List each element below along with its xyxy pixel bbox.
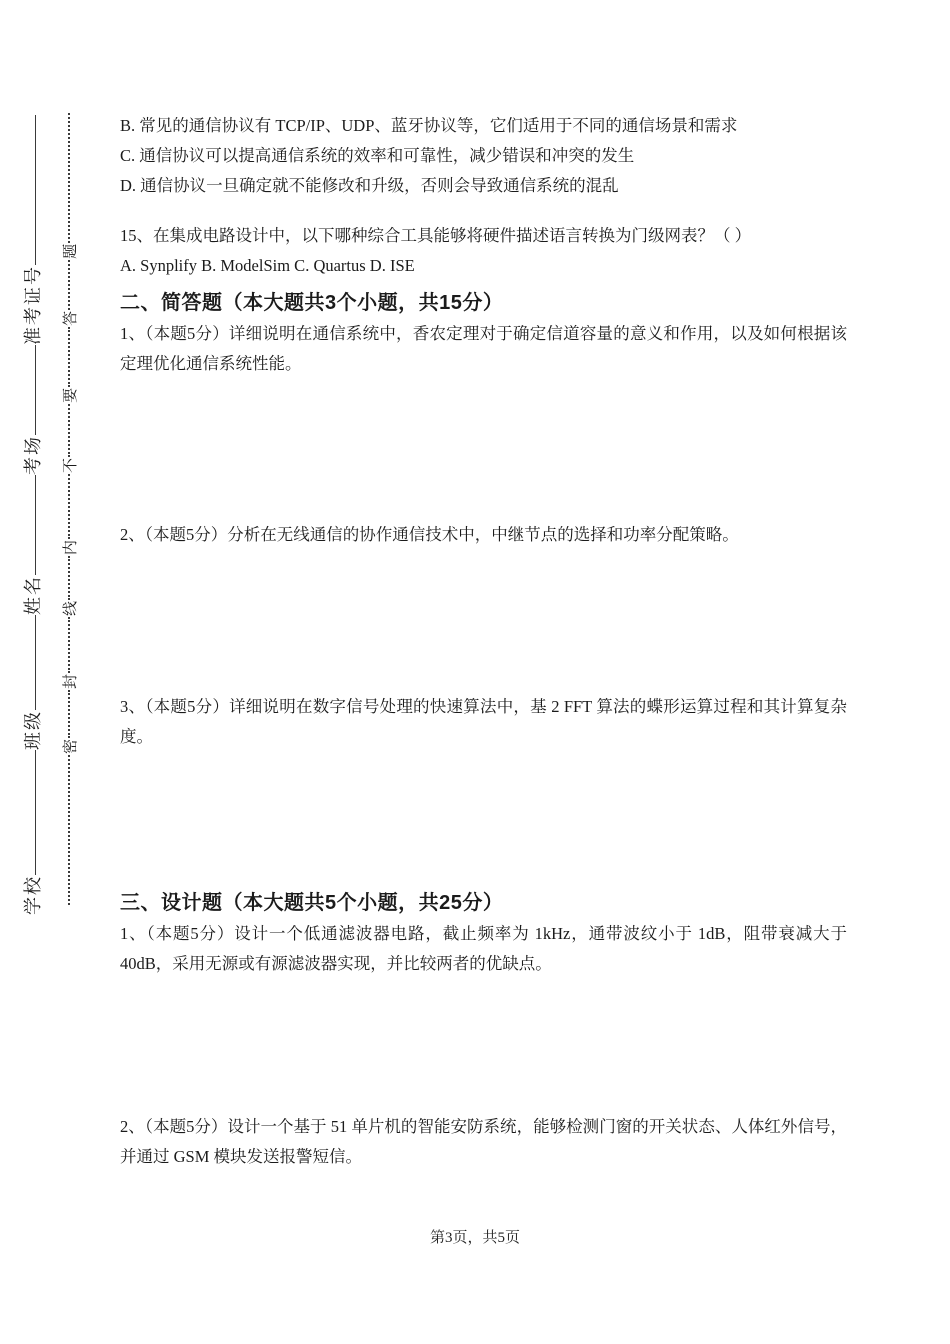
- section-2-question-1: [120, 319, 847, 379]
- seal-dots: [68, 474, 70, 539]
- seal-dots: [68, 327, 70, 387]
- seal-dots: [68, 113, 70, 243]
- section-2-question-2: [120, 520, 847, 550]
- question-text: 3、（本题5分）详细说明在数字信号处理的快速算法中，基 2 FFT 算法的蝶形运算过程和其计算复杂度。: [120, 697, 847, 746]
- section-3-heading: 三、设计题（本大题共5个小题，共25分）: [120, 892, 504, 914]
- seal-dots: [68, 404, 70, 457]
- seal-dots: [68, 755, 70, 905]
- question-text: 2、（本题5分）分析在无线通信的协作通信技术中，中继节点的选择和功率分配策略。: [120, 525, 739, 544]
- section-2-question-3: [120, 692, 847, 752]
- seal-char: 要: [62, 387, 79, 403]
- question-15: [120, 221, 847, 281]
- name-blank-line: [35, 475, 36, 575]
- seal-char: 题: [62, 243, 79, 259]
- label-school: 学校: [23, 875, 43, 915]
- seal-char: 线: [62, 600, 79, 616]
- question-15-options: A. Synplify B. ModelSim C. Quartus D. ISE: [120, 256, 415, 275]
- seal-dots: [68, 690, 70, 738]
- seal-dots: [68, 260, 70, 310]
- option-b: B. 常见的通信协议有 TCP/IP、UDP、蓝牙协议等，它们适用于不同的通信场景和需求: [120, 116, 738, 135]
- seal-char: 封: [62, 673, 79, 689]
- label-class: 班级: [23, 710, 43, 750]
- question-text: 1、（本题5分）设计一个低通滤波器电路，截止频率为 1kHz，通带波纹小于 1dB，阻带衰减大于 40dB，采用无源或有源滤波器实现，并比较两者的优缺点。: [120, 924, 847, 973]
- seal-char: 密: [62, 738, 79, 754]
- question-15-stem: 15、在集成电路设计中，以下哪种综合工具能够将硬件描述语言转换为门级网表？（ ）: [120, 226, 752, 245]
- question-text: 2、（本题5分）设计一个基于 51 单片机的智能安防系统，能够检测门窗的开关状态、人体红外信号，并通过 GSM 模块发送报警短信。: [120, 1117, 847, 1166]
- seal-dots: [68, 556, 70, 600]
- section-3-question-1: [120, 919, 847, 979]
- school-blank-line: [35, 750, 36, 875]
- student-info-labels: [14, 85, 50, 915]
- label-name: 姓名: [23, 575, 43, 615]
- seal-char: 答: [62, 310, 79, 326]
- question-text: 1、（本题5分）详细说明在通信系统中，香农定理对于确定信道容量的意义和作用，以及如何根据该定理优化通信系统性能。: [120, 324, 847, 373]
- seal-char: 内: [62, 539, 79, 555]
- class-blank-line: [35, 615, 36, 710]
- seal-line: [58, 100, 80, 905]
- section-3-question-2: [120, 1112, 847, 1172]
- admission-number-blank-line: [35, 115, 36, 265]
- label-exam-room: 考场: [23, 435, 43, 475]
- section-2-heading: 二、简答题（本大题共3个小题，共15分）: [120, 292, 504, 314]
- label-admission-number: 准考证号: [23, 265, 43, 345]
- exam-content: [120, 0, 847, 1172]
- seal-dots: [68, 617, 70, 673]
- page-number-footer: 第3页，共5页: [429, 1230, 520, 1246]
- seal-char: 不: [62, 457, 79, 473]
- option-d: D. 通信协议一旦确定就不能修改和升级，否则会导致通信系统的混乱: [120, 176, 619, 195]
- question-14-options: [120, 111, 847, 201]
- option-c: C. 通信协议可以提高通信系统的效率和可靠性，减少错误和冲突的发生: [120, 146, 635, 165]
- exam-room-blank-line: [35, 345, 36, 435]
